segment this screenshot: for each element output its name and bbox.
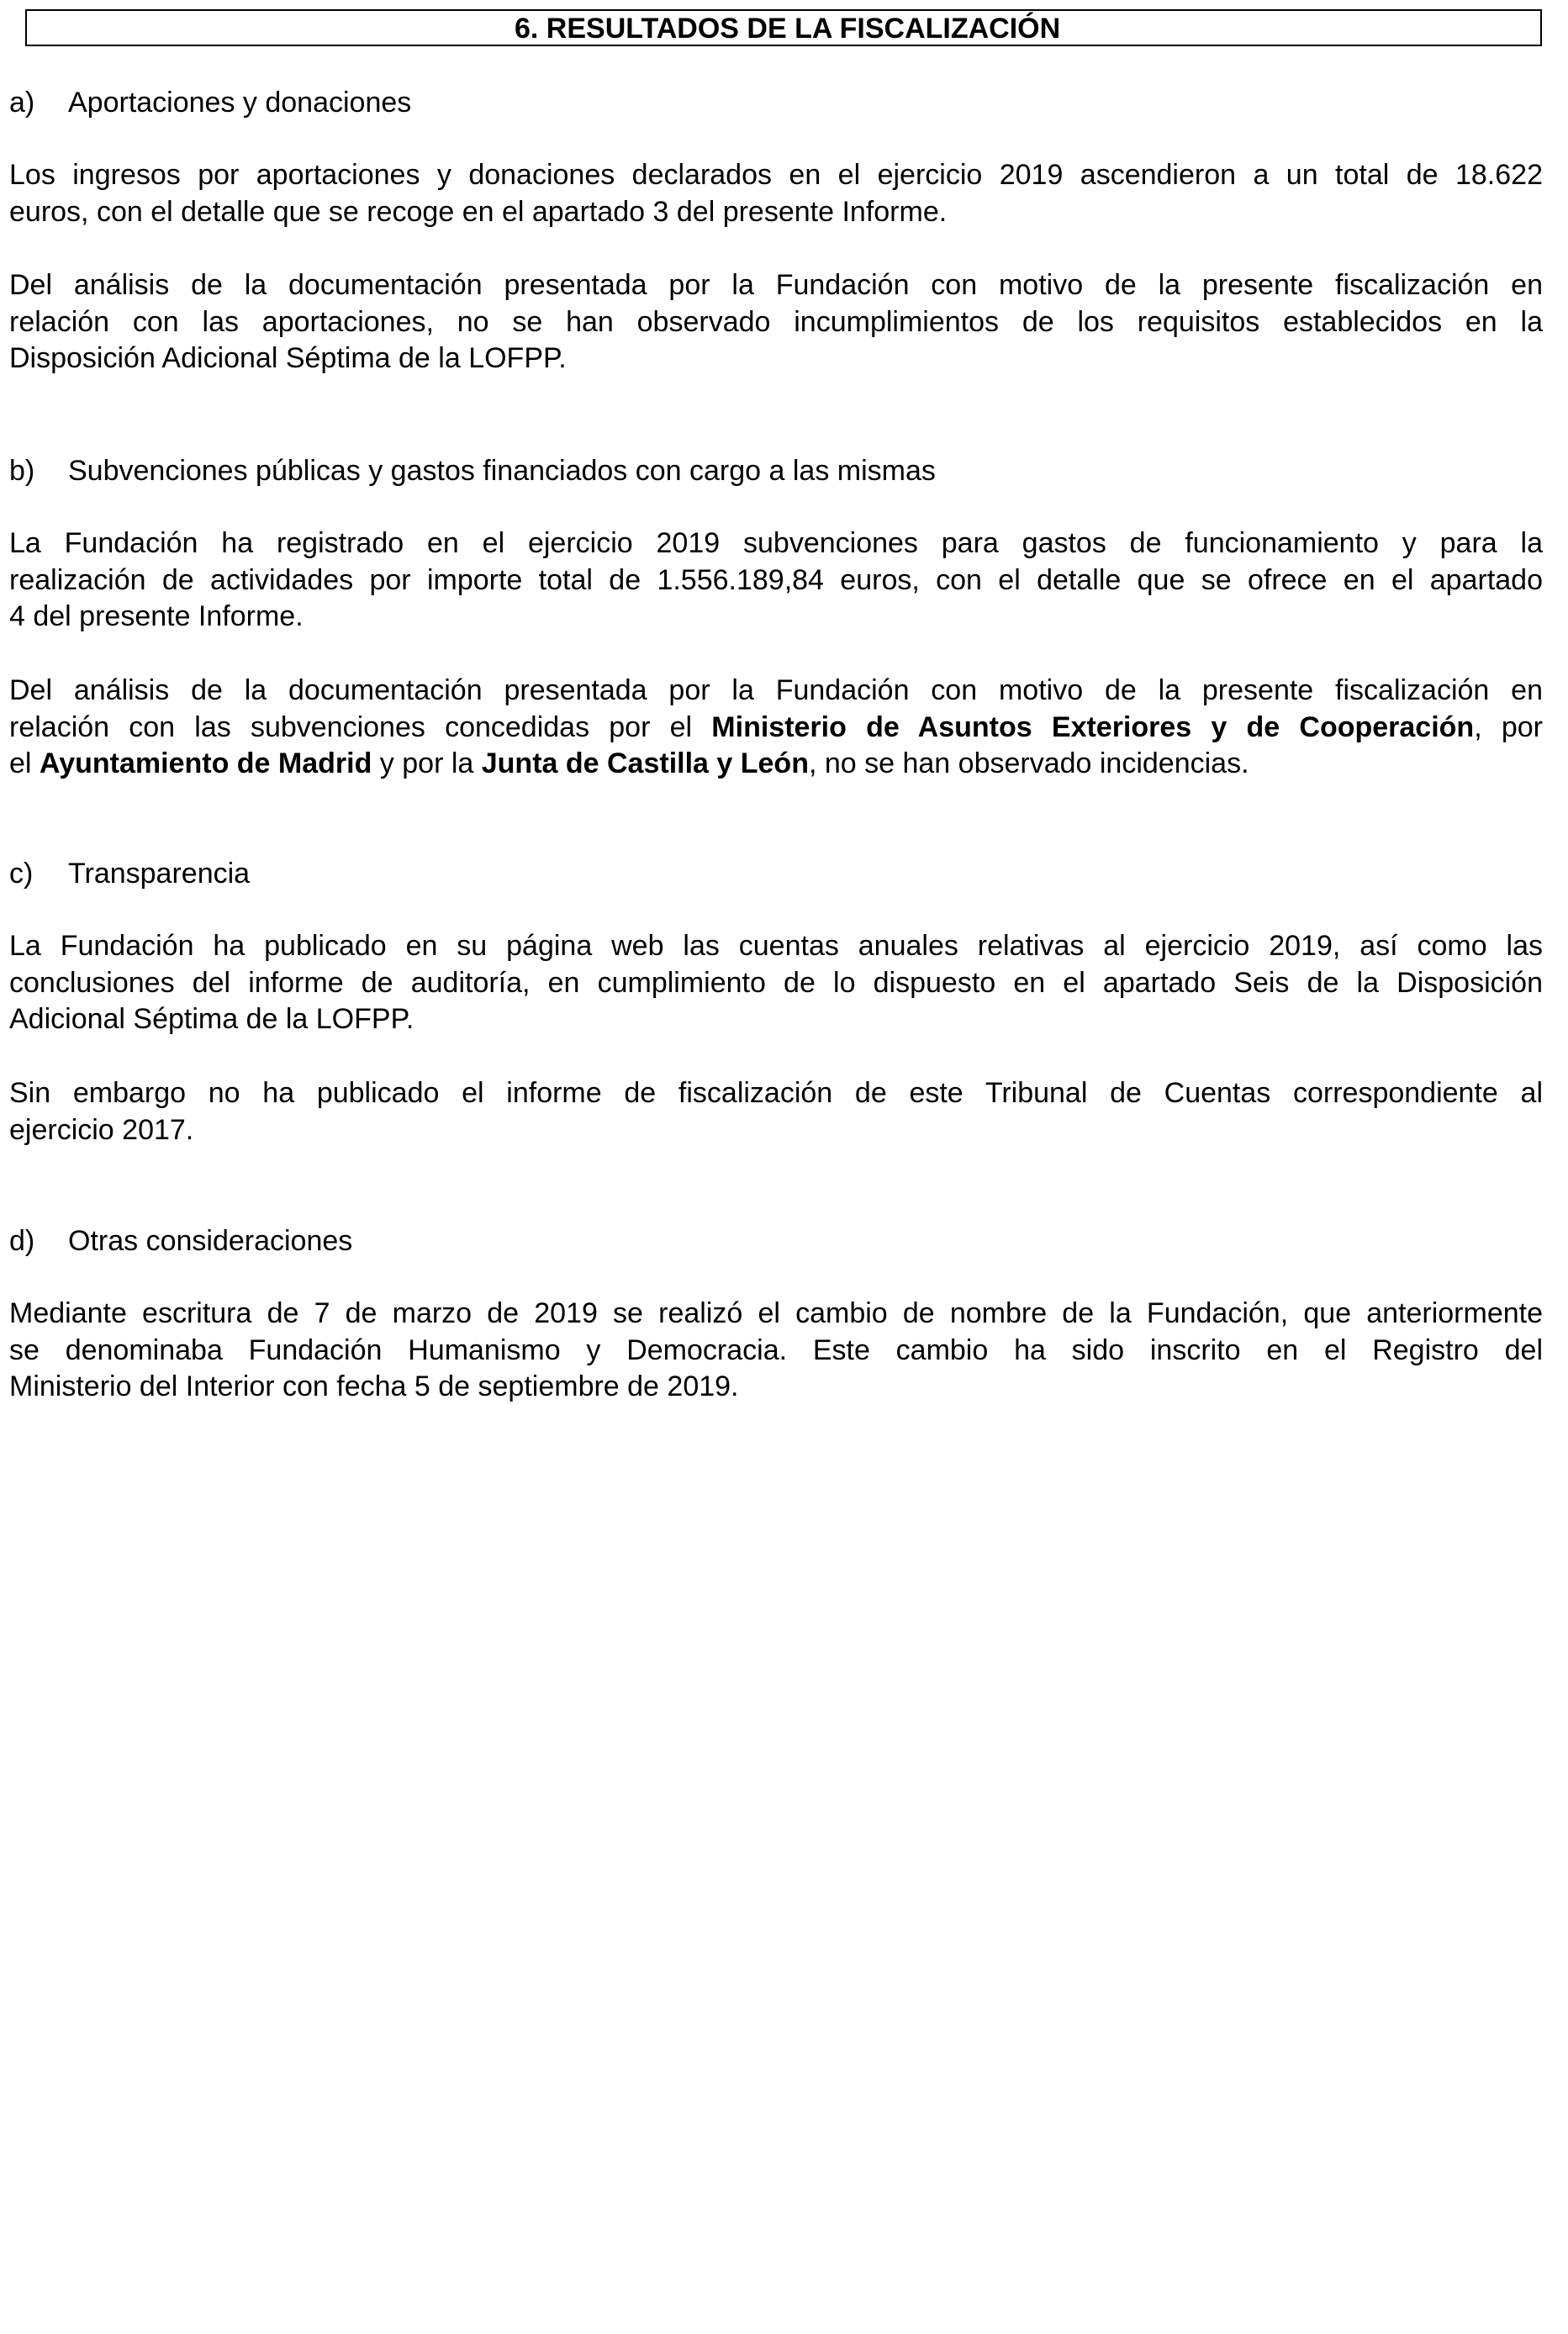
section-title: 6. RESULTADOS DE LA FISCALIZACIÓN: [515, 13, 1061, 45]
section-title-box: [25, 9, 1542, 46]
paragraph-line: Del análisis de la documentación presentada por la Fundación con motivo de la presente fiscalización en: [9, 674, 1543, 706]
paragraph-c1: [9, 928, 1543, 1038]
paragraph-c2: [9, 1075, 1543, 1149]
heading-b-letter: b): [9, 455, 35, 487]
heading-c-letter: c): [9, 858, 34, 890]
heading-c-text: Transparencia: [68, 858, 251, 890]
paragraph-line: Mediante escritura de 7 de marzo de 2019 se realizó el cambio de nombre de la Fundación, que anteriormente: [9, 1297, 1543, 1329]
paragraph-line: conclusiones del informe de auditoría, en cumplimiento de lo dispuesto en el apartado Seis de la Disposición: [9, 966, 1543, 999]
paragraph-b1: [9, 525, 1543, 636]
heading-b-text: Subvenciones públicas y gastos financiados con cargo a las mismas: [68, 455, 936, 487]
paragraph-line: [9, 710, 1543, 747]
paragraph-line: euros, con el detalle que se recoge en el apartado 3 del presente Informe.: [9, 195, 948, 228]
ministry-name: Ministerio de Asuntos Exteriores y de Cooperación: [711, 710, 1475, 743]
heading-d: [9, 1222, 352, 1259]
city-council-name: Ayuntamiento de Madrid: [39, 747, 372, 780]
paragraph-line: La Fundación ha publicado en su página web las cuentas anuales relativas al ejercicio 2019, así como las: [9, 930, 1543, 962]
text-run: el: [9, 747, 40, 780]
paragraph-line: La Fundación ha registrado en el ejercicio 2019 subvenciones para gastos de funcionamiento y para la: [9, 527, 1543, 559]
paragraph-a1: [9, 157, 1543, 230]
regional-government-name: Junta de Castilla y León: [481, 747, 809, 780]
paragraph-line: realización de actividades por importe total de 1.556.189,84 euros, con el detalle que se ofrece en el apartado: [9, 563, 1543, 596]
paragraph-line: Disposición Adicional Séptima de la LOFPP.: [9, 342, 567, 375]
paragraph-d1: [9, 1296, 1543, 1406]
paragraph-line: Sin embargo no ha publicado el informe de fiscalización de este Tribunal de Cuentas correspondiente al: [9, 1077, 1543, 1109]
paragraph-line: 4 del presente Informe.: [9, 600, 304, 633]
paragraph-line: ejercicio 2017.: [9, 1113, 194, 1146]
paragraph-line: Adicional Séptima de la LOFPP.: [9, 1003, 414, 1036]
paragraph-line: [9, 746, 1543, 783]
heading-a: [9, 84, 411, 121]
text-run: y por la: [372, 747, 482, 780]
paragraph-line: Ministerio del Interior con fecha 5 de septiembre de 2019.: [9, 1370, 739, 1403]
paragraph-line: relación con las aportaciones, no se han observado incumplimientos de los requisitos establecidos en la: [9, 305, 1543, 338]
text-run: , por: [1474, 710, 1543, 743]
heading-d-text: Otras consideraciones: [68, 1225, 353, 1257]
paragraph-line: se denominaba Fundación Humanismo y Democracia. Este cambio ha sido inscrito en el Registro del: [9, 1333, 1543, 1366]
paragraph-line: Los ingresos por aportaciones y donaciones declarados en el ejercicio 2019 ascendieron a un total de 18.622: [9, 159, 1543, 191]
heading-d-letter: d): [9, 1225, 35, 1257]
heading-a-letter: a): [9, 87, 35, 119]
heading-c: [9, 855, 250, 892]
paragraph-line: Del análisis de la documentación presentada por la Fundación con motivo de la presente fiscalización en: [9, 269, 1543, 301]
text-run: , no se han observado incidencias.: [808, 747, 1249, 780]
paragraph-b2: [9, 673, 1543, 783]
heading-b: [9, 452, 936, 489]
paragraph-a2: [9, 267, 1543, 378]
text-run: relación con las subvenciones concedidas por el: [9, 710, 712, 743]
heading-a-text: Aportaciones y donaciones: [68, 87, 412, 119]
